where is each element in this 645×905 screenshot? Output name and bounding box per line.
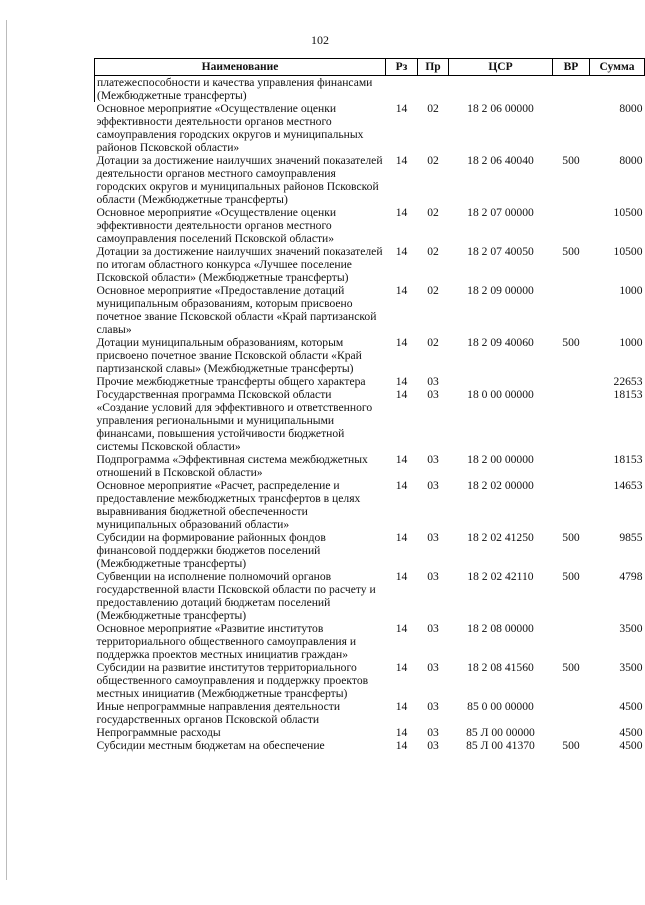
cell-pr: 03	[427, 570, 439, 583]
cell-name: Дотации за достижение наилучших значений показателей по итогам областного конкурса «Лучшее поселение Псковской области» (Межбюджетные трансферты)	[96, 245, 383, 284]
cell-vr	[553, 284, 590, 336]
cell-rz: 14	[395, 102, 408, 115]
cell-pr: 03	[427, 700, 439, 713]
cell-csr: 18 2 07 40050	[467, 245, 534, 258]
cell-rz: 14	[395, 388, 408, 401]
cell-sum: 4798	[619, 570, 643, 583]
cell-pr	[418, 76, 449, 103]
cell-rz: 14	[395, 622, 408, 635]
cell-name: Прочие межбюджетные трансферты общего характера	[96, 375, 366, 388]
cell-vr: 500	[562, 336, 580, 349]
table-row	[95, 154, 645, 206]
cell-rz: 14	[395, 375, 408, 388]
cell-pr: 02	[427, 154, 439, 167]
header-row	[95, 59, 645, 76]
cell-sum: 4500	[619, 700, 643, 713]
cell-sum: 1000	[619, 284, 643, 297]
cell-rz: 14	[395, 336, 408, 349]
cell-pr: 03	[427, 531, 439, 544]
table-row	[95, 453, 645, 479]
table-row	[95, 661, 645, 700]
cell-vr	[553, 388, 590, 453]
table-row	[95, 76, 645, 103]
table-row	[95, 739, 645, 752]
cell-rz: 14	[395, 726, 408, 739]
cell-name: Государственная программа Псковской области «Создание условий для эффективного и ответственного управления региональными и муниципальными финансами, повышения устойчивости бюджетной системы Псковской области»	[96, 388, 373, 453]
page-number: 102	[311, 33, 329, 47]
table-row	[95, 622, 645, 661]
cell-pr: 03	[427, 739, 439, 752]
table-row	[95, 245, 645, 284]
table-row	[95, 206, 645, 245]
cell-sum: 1000	[619, 336, 643, 349]
cell-vr: 500	[562, 739, 580, 752]
cell-sum: 8000	[619, 102, 643, 115]
cell-csr: 85 Л 00 41370	[466, 739, 535, 752]
cell-pr: 02	[427, 206, 439, 219]
cell-csr: 18 2 07 00000	[467, 206, 534, 219]
cell-sum: 4500	[619, 726, 643, 739]
cell-pr: 03	[427, 661, 439, 674]
cell-sum: 10500	[613, 206, 643, 219]
table-row	[95, 700, 645, 726]
table-row	[95, 388, 645, 453]
cell-name: Основное мероприятие «Расчет, распределение и предоставление межбюджетных трансфертов в целях выравнивания бюджетной обеспеченности муниципальных образований области»	[96, 479, 361, 531]
cell-name: Субсидии на развитие институтов территориального общественного самоуправления и поддержку проектов местных инициатив (Межбюджетные трансферты)	[96, 661, 369, 700]
cell-csr: 18 2 02 00000	[467, 479, 534, 492]
cell-csr: 18 2 02 42110	[467, 570, 534, 583]
cell-name: платежеспособности и качества управления финансами (Межбюджетные трансферты)	[95, 76, 386, 103]
table-row	[95, 726, 645, 739]
cell-csr: 18 2 09 00000	[467, 284, 534, 297]
table-row	[95, 531, 645, 570]
cell-rz: 14	[395, 531, 408, 544]
cell-sum: 22653	[613, 375, 643, 388]
cell-pr: 02	[427, 102, 439, 115]
table-row	[95, 479, 645, 531]
cell-pr: 03	[427, 726, 439, 739]
cell-name: Основное мероприятие «Развитие институтов территориального общественного самоуправления и поддержка проектов местных инициатив граждан»	[96, 622, 357, 661]
cell-sum: 3500	[619, 661, 643, 674]
cell-csr: 85 0 00 00000	[467, 700, 534, 713]
table-row	[95, 375, 645, 388]
cell-name: Дотации муниципальным образованиям, которым присвоено почетное звание Псковской области «Край партизанской славы» (Межбюджетные трансферты)	[96, 336, 362, 375]
cell-csr: 85 Л 00 00000	[466, 726, 535, 739]
cell-csr: 18 2 00 00000	[467, 453, 534, 466]
cell-vr: 500	[562, 531, 580, 544]
cell-pr: 03	[427, 622, 439, 635]
cell-sum: 18153	[613, 388, 643, 401]
cell-vr	[553, 479, 590, 531]
cell-vr	[553, 375, 590, 388]
cell-csr: 18 2 02 41250	[467, 531, 534, 544]
cell-rz: 14	[395, 739, 408, 752]
cell-name: Основное мероприятие «Осуществление оценки эффективности деятельности органов местного самоуправления городских округов и муниципальных районов Псковской области»	[96, 102, 364, 154]
cell-vr	[553, 622, 590, 661]
cell-vr: 500	[562, 661, 580, 674]
cell-pr: 03	[427, 453, 439, 466]
cell-vr	[553, 76, 590, 103]
cell-rz: 14	[395, 700, 408, 713]
cell-vr: 500	[562, 154, 580, 167]
cell-pr: 03	[427, 375, 439, 388]
cell-rz	[386, 76, 418, 103]
cell-pr: 03	[427, 388, 439, 401]
cell-vr: 500	[562, 570, 580, 583]
cell-rz: 14	[395, 206, 408, 219]
cell-csr: 18 0 00 00000	[467, 388, 534, 401]
cell-name: Основное мероприятие «Осуществление оценки эффективности деятельности органов местного самоуправления поселений Псковской области»	[96, 206, 337, 245]
table-header	[95, 59, 645, 76]
cell-sum: 3500	[619, 622, 643, 635]
cell-name: Подпрограмма «Эффективная система межбюджетных отношений в Псковской области»	[96, 453, 368, 479]
header-csr: ЦСР	[449, 59, 553, 76]
cell-vr	[553, 206, 590, 245]
cell-sum: 14653	[613, 479, 643, 492]
cell-vr	[553, 726, 590, 739]
header-vr: ВР	[553, 59, 590, 76]
cell-name: Непрограммные расходы	[96, 726, 221, 739]
cell-name: Иные непрограммные направления деятельности государственных органов Псковской области	[96, 700, 341, 726]
cell-sum	[590, 76, 645, 103]
cell-vr: 500	[562, 245, 580, 258]
cell-name: Дотации за достижение наилучших значений показателей деятельности органов местного самоуправления городских округов и муниципальных районов Псковской области (Межбюджетные трансферты)	[96, 154, 383, 206]
cell-csr: 18 2 09 40060	[467, 336, 534, 349]
cell-name: Субсидии на формирование районных фондов финансовой поддержки бюджетов поселений (Межбюджетные трансферты)	[96, 531, 326, 570]
header-name: Наименование	[95, 59, 386, 76]
cell-name: Субвенции на исполнение полномочий органов государственной власти Псковской области по расчету и предоставлению дотаций бюджетам поселений (Межбюджетные трансферты)	[96, 570, 376, 622]
cell-rz: 14	[395, 453, 408, 466]
cell-pr: 03	[427, 479, 439, 492]
cell-csr: 18 2 06 00000	[467, 102, 534, 115]
cell-name: Основное мероприятие «Предоставление дотаций муниципальным образованиям, которым присвоено почетное звание Псковской области «Край партизанской славы»	[96, 284, 377, 336]
cell-sum: 9855	[619, 531, 643, 544]
cell-vr	[553, 102, 590, 154]
cell-sum: 18153	[613, 453, 643, 466]
cell-rz: 14	[395, 154, 408, 167]
cell-vr	[553, 700, 590, 726]
header-sum: Сумма	[590, 59, 645, 76]
cell-name: Субсидии местным бюджетам на обеспечение	[96, 739, 325, 752]
cell-sum: 4500	[619, 739, 643, 752]
cell-pr: 02	[427, 245, 439, 258]
scan-edge-mark	[6, 20, 7, 880]
cell-rz: 14	[395, 570, 408, 583]
cell-csr: 18 2 08 00000	[467, 622, 534, 635]
cell-pr: 02	[427, 284, 439, 297]
cell-csr	[449, 76, 553, 103]
cell-pr: 02	[427, 336, 439, 349]
cell-rz: 14	[395, 661, 408, 674]
budget-table	[94, 58, 645, 752]
cell-vr	[553, 453, 590, 479]
header-pr: Пр	[418, 59, 449, 76]
cell-csr	[449, 375, 553, 388]
cell-rz: 14	[395, 479, 408, 492]
table-row	[95, 284, 645, 336]
cell-csr: 18 2 08 41560	[467, 661, 534, 674]
table-body	[95, 76, 645, 753]
table-row	[95, 336, 645, 375]
table-row	[95, 102, 645, 154]
cell-sum: 8000	[619, 154, 643, 167]
cell-rz: 14	[395, 245, 408, 258]
cell-sum: 10500	[613, 245, 643, 258]
table-row	[95, 570, 645, 622]
cell-rz: 14	[395, 284, 408, 297]
cell-csr: 18 2 06 40040	[467, 154, 534, 167]
header-rz: Рз	[386, 59, 418, 76]
